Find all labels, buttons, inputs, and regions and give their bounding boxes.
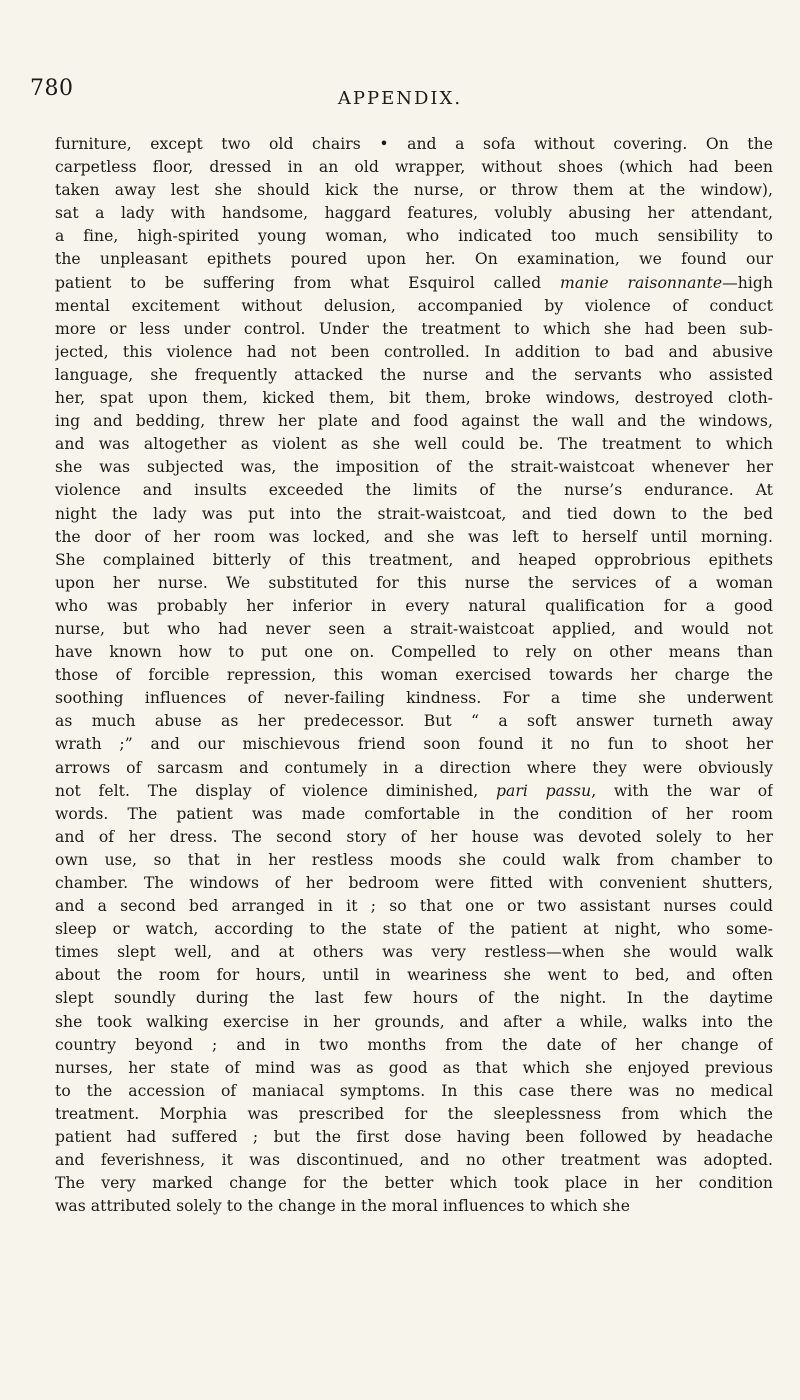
text-line: night the lady was put into the strait-waistcoat, and tied down to the bed [55, 504, 773, 523]
text-line: the door of her room was locked, and she was left to herself until morning. [55, 527, 773, 546]
text-line: The very marked change for the better which took place in her condition [55, 1174, 773, 1193]
text-line: have known how to put one on. Compelled to rely on other means than [55, 643, 773, 662]
text-line: sat a lady with handsome, haggard features, volubly abusing her attendant, [55, 204, 773, 223]
text-line: she took walking exercise in her grounds, and after a while, walks into the [55, 1012, 773, 1031]
text-line: who was probably her inferior in every natural qualification for a good [55, 596, 773, 615]
text-line: carpetless floor, dressed in an old wrapper, without shoes (which had been [55, 158, 773, 177]
page-number: 780 [30, 76, 74, 101]
text-line: patient had suffered ; but the first dose having been followed by headache [55, 1128, 773, 1147]
text-line: and of her dress. The second story of her house was devoted solely to her [55, 827, 773, 846]
text-line: chamber. The windows of her bedroom were fitted with convenient shutters, [55, 874, 773, 892]
body-paragraph [55, 133, 773, 1218]
text-line: nurses, her state of mind was as good as that which she enjoyed previous [55, 1058, 773, 1077]
text-line: times slept well, and at others was very restless—when she would walk [55, 943, 773, 962]
text-line: slept soundly during the last few hours of the night. In the daytime [55, 989, 773, 1008]
text-line: about the room for hours, until in weariness she went to bed, and often [55, 966, 773, 985]
text-line: jected, this violence had not been controlled. In addition to bad and abusive [55, 342, 773, 361]
italic-phrase: manie raisonnante [560, 273, 723, 292]
text-line: upon her nurse. We substituted for this nurse the services of a woman [55, 573, 773, 592]
italic-phrase: pari passu [495, 781, 592, 800]
text-line: and a second bed arranged in it ; so that one or two assistant nurses could [55, 897, 773, 916]
text-line: mental excitement without delusion, accompanied by violence of conduct [55, 296, 773, 315]
text-line: her, spat upon them, kicked them, bit them, broke windows, destroyed cloth- [55, 389, 773, 408]
text-line: own use, so that in her restless moods she could walk from chamber to [55, 850, 773, 869]
text-line: She complained bitterly of this treatment, and heaped opprobrious epithets [55, 550, 773, 569]
text-line: treatment. Morphia was prescribed for the sleeplessness from which the [55, 1104, 773, 1123]
text-line: ing and bedding, threw her plate and food against the wall and the windows, [55, 412, 773, 431]
text-line: arrows of sarcasm and contumely in a direction where they were obviously [55, 758, 773, 777]
text-line: words. The patient was made comfortable in the condition of her room [55, 804, 773, 823]
text-line: the unpleasant epithets poured upon her. On examination, we found our [55, 250, 773, 269]
text-line: soothing influences of never-failing kindness. For a time she underwent [55, 689, 773, 708]
text-line: country beyond ; and in two months from the date of her change of [55, 1035, 773, 1054]
text-line: those of forcible repression, this woman exercised towards her charge the [55, 666, 773, 685]
text-line: was attributed solely to the change in the moral influences to which she [55, 1197, 631, 1216]
running-head: APPENDIX. [337, 88, 463, 109]
text-line: and feverishness, it was discontinued, and no other treatment was adopted. [55, 1151, 773, 1170]
text-line: and was altogether as violent as she well could be. The treatment to which [55, 435, 773, 454]
text-line: to the accession of maniacal symptoms. In this case there was no medical [55, 1081, 773, 1100]
text-line: patient to be suffering from what Esquirol called manie raisonnante—high [55, 273, 773, 292]
text-line: furniture, except two old chairs • and a sofa without covering. On the [55, 135, 773, 153]
text-line: sleep or watch, according to the state of the patient at night, who some- [55, 920, 773, 939]
text-line: a fine, high-spirited young woman, who indicated too much sensibility to [55, 227, 773, 246]
text-line: she was subjected was, the imposition of the strait-waistcoat whenever her [55, 458, 773, 477]
text-line: language, she frequently attacked the nurse and the servants who assisted [55, 365, 773, 384]
text-line: nurse, but who had never seen a strait-waistcoat applied, and would not [55, 619, 773, 638]
text-line: more or less under control. Under the treatment to which she had been sub- [55, 319, 773, 338]
text-line: not felt. The display of violence diminished, pari passu, with the war of [55, 781, 773, 800]
text-line: as much abuse as her predecessor. But “ a soft answer turneth away [55, 712, 773, 731]
text-line: taken away lest she should kick the nurse, or throw them at the window), [55, 181, 773, 200]
text-line: wrath ;” and our mischievous friend soon found it no fun to shoot her [55, 735, 773, 754]
text-line: violence and insults exceeded the limits of the nurse’s endurance. At [55, 481, 773, 500]
